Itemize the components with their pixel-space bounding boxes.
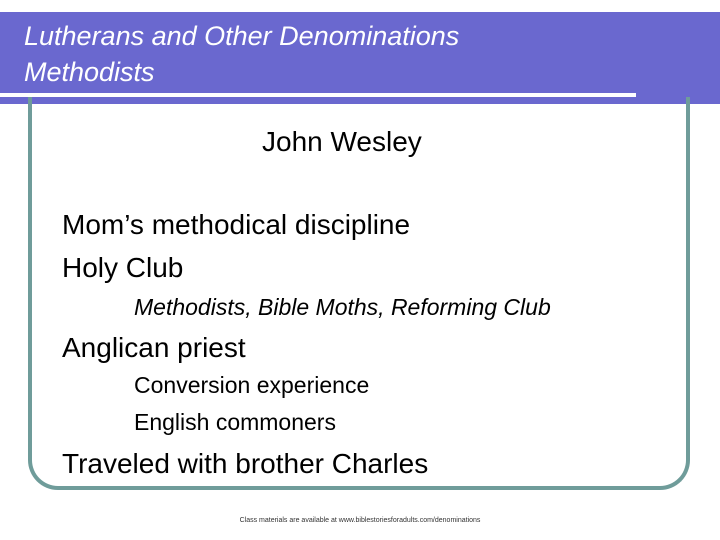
slide-title xyxy=(24,18,459,90)
slide-heading: John Wesley xyxy=(262,126,422,157)
sub-bullet-club-names: Methodists, Bible Moths, Reforming Club xyxy=(134,294,551,320)
title-bar-tab xyxy=(692,12,720,104)
sub-bullet-conversion: Conversion experience xyxy=(134,372,370,398)
slide-title-line-1: Lutherans and Other Denominations xyxy=(24,21,460,51)
footer-note: Class materials are available at www.biblestoriesforadults.com/denominations xyxy=(239,517,481,524)
bullet-moms-discipline: Mom’s methodical discipline xyxy=(62,209,411,240)
sub-bullet-commoners: English commoners xyxy=(134,409,336,435)
slide-title-line-2: Methodists xyxy=(24,57,155,87)
bullet-anglican-priest: Anglican priest xyxy=(62,332,246,363)
bullet-holy-club: Holy Club xyxy=(62,252,184,283)
bullet-traveled-with-charles: Traveled with brother Charles xyxy=(62,448,429,479)
